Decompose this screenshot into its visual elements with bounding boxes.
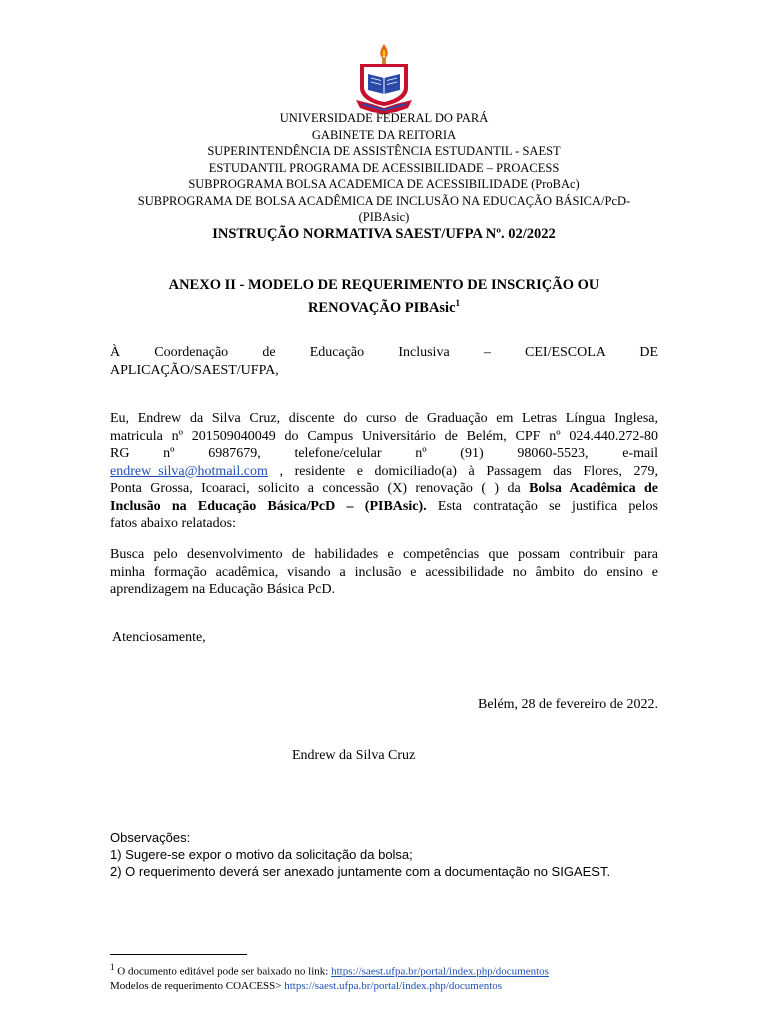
observations-title: Observações: <box>110 830 191 845</box>
university-logo <box>352 42 416 114</box>
addressee <box>110 344 658 379</box>
observations <box>110 829 610 880</box>
annex-title-line1: ANEXO II - MODELO DE REQUERIMENTO DE INSCRIÇÃO OU <box>168 277 600 293</box>
footnote-separator <box>110 954 247 955</box>
request-line4: endrew_silva@hotmail.com , residente e domiciliado(a) à Passagem das Flores, 279, <box>110 463 658 479</box>
header-line-university: UNIVERSIDADE FEDERAL DO PARÁ <box>279 111 489 125</box>
header-line-subprogram-pibasic: SUBPROGRAMA DE BOLSA ACADÊMICA DE INCLUSÃO NA EDUCAÇÃO BÁSICA/PcD- <box>137 193 631 208</box>
header-line-subprogram-probac: SUBPROGRAMA BOLSA ACADEMICA DE ACESSIBILIDADE (ProBAc) <box>188 177 580 191</box>
request-line2: matricula nº 201509040049 do Campus Universitário de Belém, CPF nº 024.440.272-80 <box>110 428 658 444</box>
header-line-superintendence: SUPERINTENDÊNCIA DE ASSISTÊNCIA ESTUDANTIL - SAEST <box>207 144 561 158</box>
footnote <box>110 960 549 993</box>
email-link[interactable]: endrew_silva@hotmail.com <box>110 463 268 479</box>
observation-item: 1) Sugere-se expor o motivo da solicitação da bolsa; <box>110 847 413 862</box>
coacess-documents-link[interactable]: https://saest.ufpa.br/portal/index.php/documentos <box>284 979 503 992</box>
annex-title <box>0 276 768 317</box>
request-line1: Eu, Endrew da Silva Cruz, discente do curso de Graduação em Letras Língua Inglesa, <box>110 411 658 426</box>
annex-title-line2: RENOVAÇÃO PIBAsic$^1$ <box>307 298 461 316</box>
justification-paragraph <box>110 546 658 599</box>
signature-name: Endrew da Silva Cruz <box>292 748 416 763</box>
request-line3: RG nº 6987679, telefone/celular nº (91) 98060-5523, e-mail <box>110 446 658 461</box>
header-block <box>0 110 768 226</box>
request-paragraph <box>110 410 658 533</box>
justification-line1: Busca pelo desenvolvimento de habilidades e competências que possam contribuir para <box>110 547 658 562</box>
observation-item: 2) O requerimento deverá ser anexado juntamente com a documentação no SIGAEST. <box>110 864 611 879</box>
request-line5: Ponta Grossa, Icoaraci, solicito a concessão (X) renovação ( ) da Bolsa Acadêmica de <box>110 481 658 496</box>
documents-link[interactable]: https://saest.ufpa.br/portal/index.php/documentos <box>331 965 549 978</box>
closing: Atenciosamente, <box>112 630 206 645</box>
header-line-program: ESTUDANTIL PROGRAMA DE ACESSIBILIDADE – PROACESS <box>208 160 560 175</box>
footnote-line2: Modelos de requerimento COACESS> https://saest.ufpa.br/portal/index.php/documentos <box>110 979 503 992</box>
ufpa-emblem-icon <box>352 42 416 114</box>
request-line6: Inclusão na Educação Básica/PcD – (PIBAsic). Esta contratação se justifica pelos <box>110 498 658 514</box>
footnote-reference: 1 <box>455 298 461 308</box>
instruction-title: INSTRUÇÃO NORMATIVA SAEST/UFPA Nº. 02/2022 <box>212 226 556 242</box>
footnote-line1: $^1$ O documento editável pode ser baixado no link: https://saest.ufpa.br/portal/index.php/documentos <box>110 962 549 978</box>
request-line7: fatos abaixo relatados: <box>110 516 236 531</box>
header-line-office: GABINETE DA REITORIA <box>311 127 457 142</box>
footnote-number: 1 <box>110 962 115 972</box>
place-date: Belém, 28 de fevereiro de 2022. <box>478 697 658 712</box>
addressee-line1: À Coordenação de Educação Inclusiva – CEI/ESCOLA DE <box>110 345 658 360</box>
justification-line2: minha formação acadêmica, visando a inclusão e acessibilidade no âmbito do ensino e <box>110 564 658 580</box>
addressee-line2: APLICAÇÃO/SAEST/UFPA, <box>110 362 279 378</box>
justification-line3: aprendizagem na Educação Básica PcD. <box>110 582 336 597</box>
header-line-pibasic: (PIBAsic) <box>358 210 410 224</box>
